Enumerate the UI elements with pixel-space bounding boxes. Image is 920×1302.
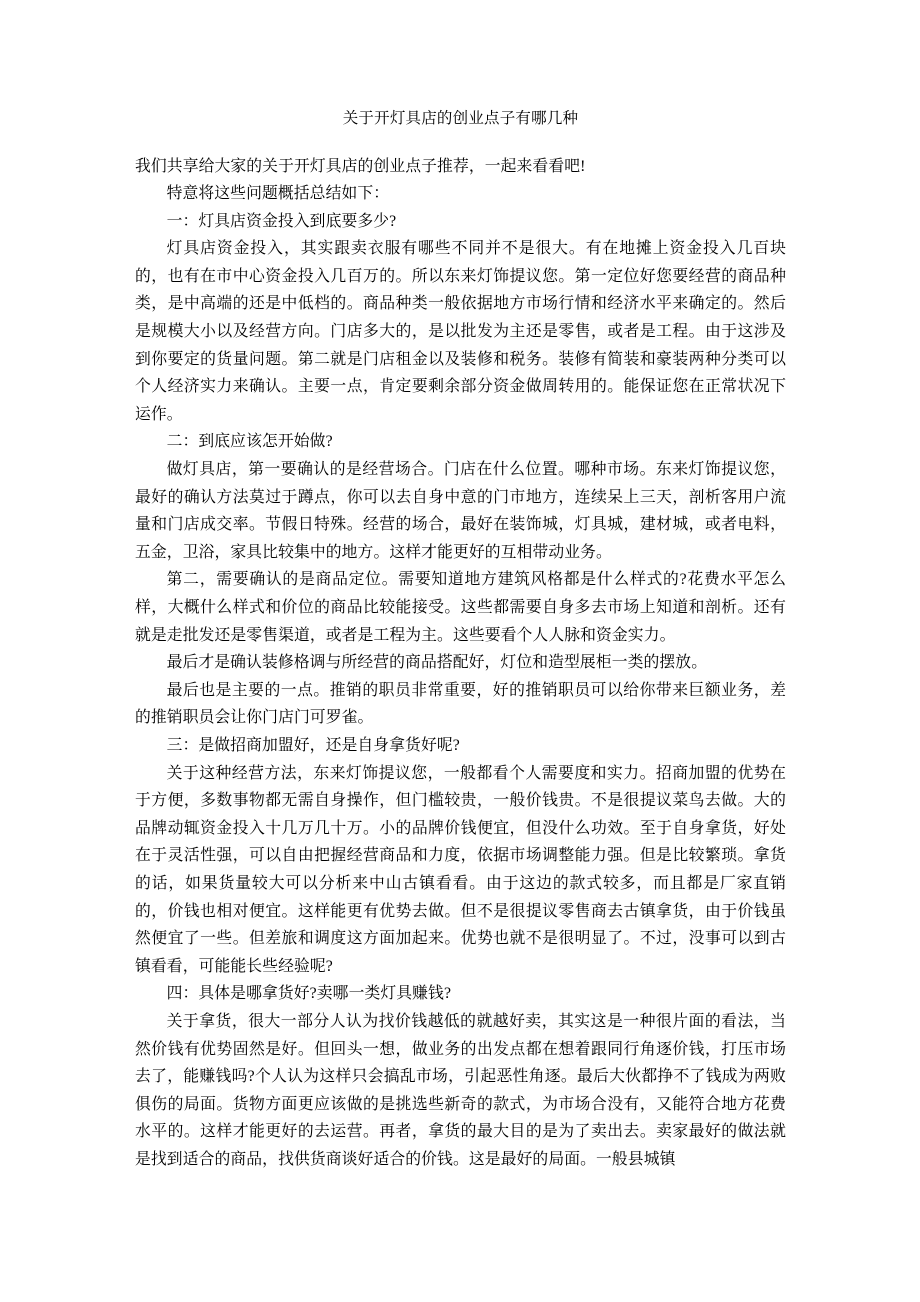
page-title: 关于开灯具店的创业点子有哪几种 bbox=[342, 110, 579, 127]
document-body bbox=[135, 105, 786, 1173]
heading-section-two: 二：到底应该怎开始做? bbox=[166, 433, 333, 451]
heading-section-three: 三：是做招商加盟好，还是自身拿货好呢? bbox=[166, 736, 460, 754]
paragraph-intro-summary: 特意将这些问题概括总结如下： bbox=[166, 185, 390, 203]
paragraph-intro-lead: 我们共享给大家的关于开灯具店的创业点子推荐，一起来看看吧! bbox=[135, 157, 586, 175]
paragraph-section-two-body-d: 最后也是主要的一点。推销的职员非常重要，好的推销职员可以给你带来巨额业务，差的推销职员会让你门店门可罗雀。 bbox=[135, 681, 786, 727]
paragraph-section-three-body: 关于这种经营方法，东来灯饰提议您，一般都看个人需要度和实力。招商加盟的优势在于方便，多数事物都无需自身操作，但门槛较贵，一般价钱贵。不是很提议菜鸟去做。大的品牌动辄资金投入十几万几十万。小的品牌价钱便宜，但没什么功效。至于自身拿货，好处在于灵活性强，可以自由把握经营商品和力度，依据市场调整能力强。但是比较繁琐。拿货的话，如果货量较大可以分析来中山古镇看看。由于这边的款式较多，而且都是厂家直销的，价钱也相对便宜。这样能更有优势去做。但不是很提议零售商去古镇拿货，由于价钱虽然便宜了一些。但差旅和调度这方面加起来。优势也就不是很明显了。不过，没事可以到古镇看看，可能能长些经验呢? bbox=[135, 764, 786, 975]
paragraph-section-four-body: 关于拿货，很大一部分人认为找价钱越低的就越好卖，其实这是一种很片面的看法，当然价钱有优势固然是好。但回头一想，做业务的出发点都在想着跟同行角逐价钱，打压市场去了，能赚钱吗?个人认为这样只会搞乱市场，引起恶性角逐。最后大伙都挣不了钱成为两败俱伤的局面。货物方面更应该做的是挑选些新奇的款式，为市场合没有，又能符合地方花费水平的。这样才能更好的去运营。再者，拿货的最大目的是为了卖出去。卖家最好的做法就是找到适合的商品，找供货商谈好适合的价钱。这是最好的局面。一般县城镇 bbox=[135, 1012, 786, 1168]
paragraph-section-two-body-b: 第二，需要确认的是商品定位。需要知道地方建筑风格都是什么样式的?花费水平怎么样，大概什么样式和价位的商品比较能接受。这些都需要自身多去市场上知道和剖析。还有就是走批发还是零售渠道，或者是工程为主。这些要看个人人脉和资金实力。 bbox=[135, 571, 786, 644]
paragraph-section-one-body: 灯具店资金投入，其实跟卖衣服有哪些不同并不是很大。有在地摊上资金投入几百块的，也有在市中心资金投入几百万的。所以东来灯饰提议您。第一定位好您要经营的商品种类，是中高端的还是中低档的。商品种类一般依据地方市场行情和经济水平来确定的。然后是规模大小以及经营方向。门店多大的，是以批发为主还是零售，或者是工程。由于这涉及到你要定的货量问题。第二就是门店租金以及装修和税务。装修有简装和豪装两种分类可以个人经济实力来确认。主要一点，肯定要剩余部分资金做周转用的。能保证您在正常状况下运作。 bbox=[135, 240, 786, 423]
paragraph-section-two-body-a: 做灯具店，第一要确认的是经营场合。门店在什么位置。哪种市场。东来灯饰提议您，最好的确认方法莫过于蹲点，你可以去自身中意的门市地方，连续呆上三天，剖析客用户流量和门店成交率。节假日特殊。经营的场合，最好在装饰城，灯具城，建材城，或者电料，五金，卫浴，家具比较集中的地方。这样才能更好的互相带动业务。 bbox=[135, 461, 786, 561]
paragraph-section-two-body-c: 最后才是确认装修格调与所经营的商品搭配好，灯位和造型展柜一类的摆放。 bbox=[166, 654, 708, 672]
heading-section-four: 四：具体是哪拿货好?卖哪一类灯具赚钱? bbox=[166, 985, 452, 1003]
heading-section-one: 一：灯具店资金投入到底要多少? bbox=[166, 212, 397, 230]
